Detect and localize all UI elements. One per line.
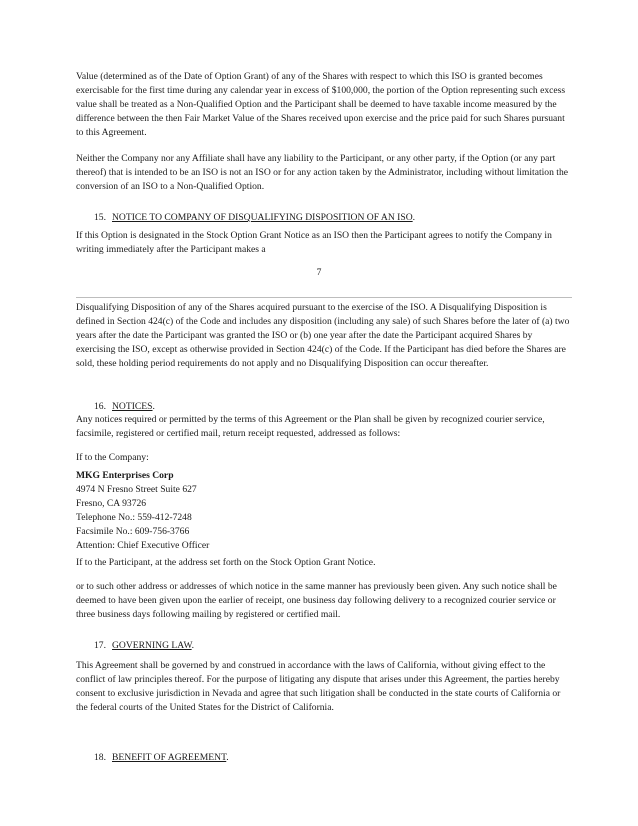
section-18-heading (94, 751, 229, 765)
company-facsimile: Facsimile No.: 609-756-3766 (76, 525, 190, 537)
section-17-title-period: . (191, 640, 195, 651)
section-18-title: BENEFIT OF AGREEMENT (112, 752, 227, 763)
company-address-line-2: Fresno, CA 93726 (76, 497, 147, 509)
page-number: 7 (316, 267, 322, 278)
company-attention: Attention: Chief Executive Officer (76, 539, 210, 551)
section-15-text: If this Option is designated in the Stock Option Grant Notice as an ISO then the Participant agrees to notify the Company in writing immediately after the Participant makes a (76, 230, 552, 255)
section-16-title-period: . (152, 401, 155, 412)
section-17-text: This Agreement shall be governed by and construed in accordance with the laws of California, without giving effect to the conflict of law principles thereof. For the purpose of litigating any dispute that arises under this Agreement, the parties hereby consent to exclusive jurisdiction in Nevada and agree that such litigation shall be conducted in the state courts of California or the federal courts of the United States for the District of California. (76, 660, 561, 713)
if-to-company-label: If to the Company: (76, 452, 149, 463)
paragraph-iso-excess-value: Value (determined as of the Date of Option Grant) of any of the Shares with respect to which this ISO is granted becomes exercisable for the first time during any calendar year in excess of $100,000, the portion of the Option representing such excess value shall be treated as a Non-Qualified Option and the Participant shall be deemed to have taxable income measured by the difference between the then Fair Market Value of the Shares received upon exercise and the price paid for such Shares pursuant to this Agreement. (76, 71, 566, 138)
company-address-line-1: 4974 N Fresno Street Suite 627 (76, 483, 197, 495)
section-16-heading (94, 400, 155, 414)
paragraph-notice-delivery: or to such other address or addresses of which notice in the same manner has previously been given. Any such notice shall be deemed to have been given upon the earlier of receipt, one business day following delivery to a recognized courier service or three business days following mailing by registered or certified mail. (76, 581, 557, 620)
company-telephone: Telephone No.: 559-412-7248 (76, 511, 192, 523)
section-18-number: 18. (94, 752, 106, 763)
section-15-number: 15. (94, 212, 106, 223)
company-address-block (76, 469, 572, 552)
section-17-heading (94, 639, 194, 653)
paragraph-disqualifying-disposition: Disqualifying Disposition of any of the Shares acquired pursuant to the exercise of the ISO. A Disqualifying Disposition is defined in Section 424(c) of the Code and includes any disposition (including any sale) of such Shares before the later of (a) two years after the date the Participant was granted the ISO or (b) one year after the date the Participant acquired Shares by exercising the ISO, except as otherwise provided in Section 424(c) of the Code. If the Participant has died before the Shares are sold, these holding period requirements do not apply and no Disqualifying Disposition can occur thereafter. (76, 302, 570, 369)
company-name: MKG Enterprises Corp (76, 470, 174, 481)
section-15-heading (94, 211, 415, 225)
paragraph-no-liability: Neither the Company nor any Affiliate shall have any liability to the Participant, or any other party, if the Option (or any part thereof) that is intended to be an ISO is not an ISO or for any action taken by the Administrator, including without limitation the conversion of an ISO to a Non-Qualified Option. (76, 153, 568, 192)
section-15-title-period: . (412, 212, 416, 223)
section-17-title: GOVERNING LAW (112, 640, 192, 651)
page-break-divider (76, 297, 572, 298)
section-16-text: Any notices required or permitted by the terms of this Agreement or the Plan shall be given by recognized courier service, facsimile, registered or certified mail, return receipt requested, addressed as follows: (76, 414, 545, 439)
section-15-title: NOTICE TO COMPANY OF DISQUALIFYING DISPOSITION OF AN ISO (112, 212, 413, 223)
section-18-title-period: . (226, 752, 229, 763)
section-16-number: 16. (94, 401, 106, 412)
if-to-participant-text: If to the Participant, at the address set forth on the Stock Option Grant Notice. (76, 557, 376, 568)
section-16-title: NOTICES (112, 401, 153, 412)
section-17-number: 17. (94, 640, 106, 651)
